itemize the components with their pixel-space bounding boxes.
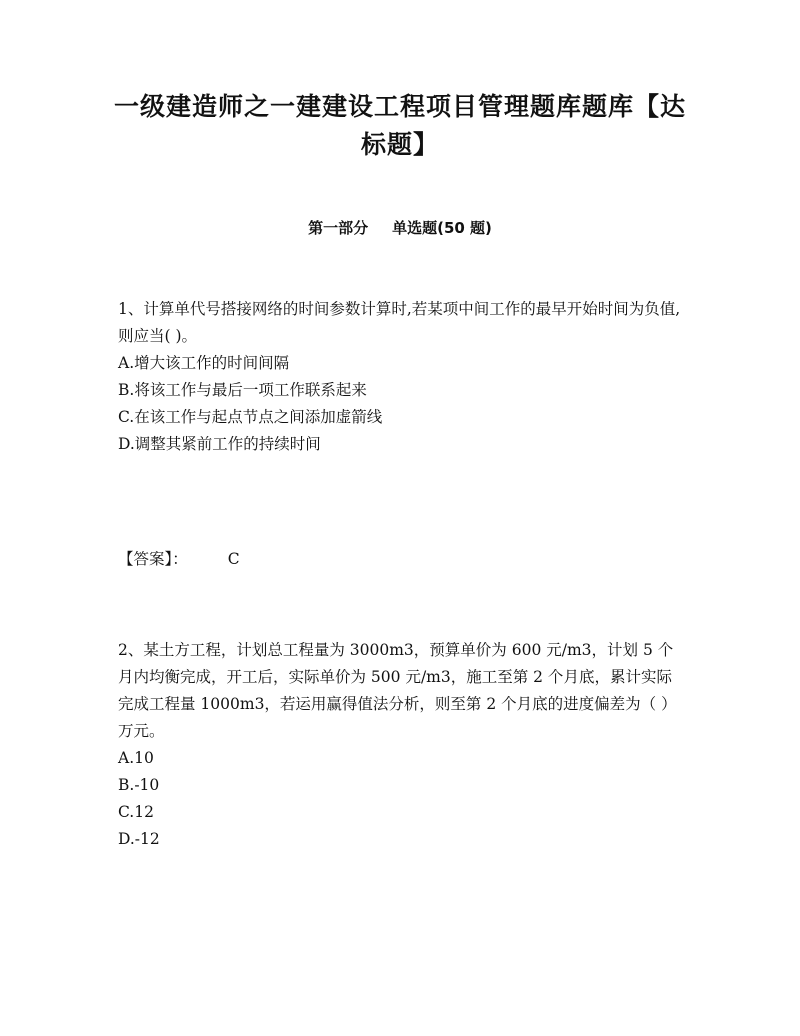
option-d: D.调整其紧前工作的持续时间: [118, 435, 321, 453]
section-type: 单选题(50 题): [392, 219, 492, 237]
section-heading: [0, 216, 800, 240]
answer-label: 【答案】：: [118, 550, 188, 568]
option-b: B.将该工作与最后一项工作联系起来: [118, 381, 367, 399]
answer-value: C: [227, 550, 240, 568]
document-title: 一级建造师之一建建设工程项目管理题库题库【达标题】: [113, 92, 686, 159]
option-c: C.在该工作与起点节点之间添加虚箭线: [118, 408, 383, 426]
question-stem: 1、计算单代号搭接网络的时间参数计算时,若某项中间工作的最早开始时间为负值,则应当( )。: [118, 300, 681, 345]
question-stem: 2、某土方工程，计划总工程量为 3000m3，预算单价为 600 元/m3，计划 5 个月内均衡完成，开工后，实际单价为 500 元/m3，施工至第 2 个月底，累计实际完成工程量 1000m3，若运用赢得值法分析，则至第 2 个月底的进度偏差为（ ）万元。: [118, 641, 677, 740]
option-b: B.-10: [118, 776, 160, 794]
option-a: A.增大该工作的时间间隔: [118, 354, 290, 372]
option-a: A.10: [118, 749, 154, 767]
option-c: C.12: [118, 803, 154, 821]
answer-line: [118, 546, 240, 573]
question-1: [118, 296, 684, 458]
option-d: D.-12: [118, 830, 160, 848]
section-part: 第一部分: [308, 219, 369, 237]
question-2: [118, 637, 684, 853]
